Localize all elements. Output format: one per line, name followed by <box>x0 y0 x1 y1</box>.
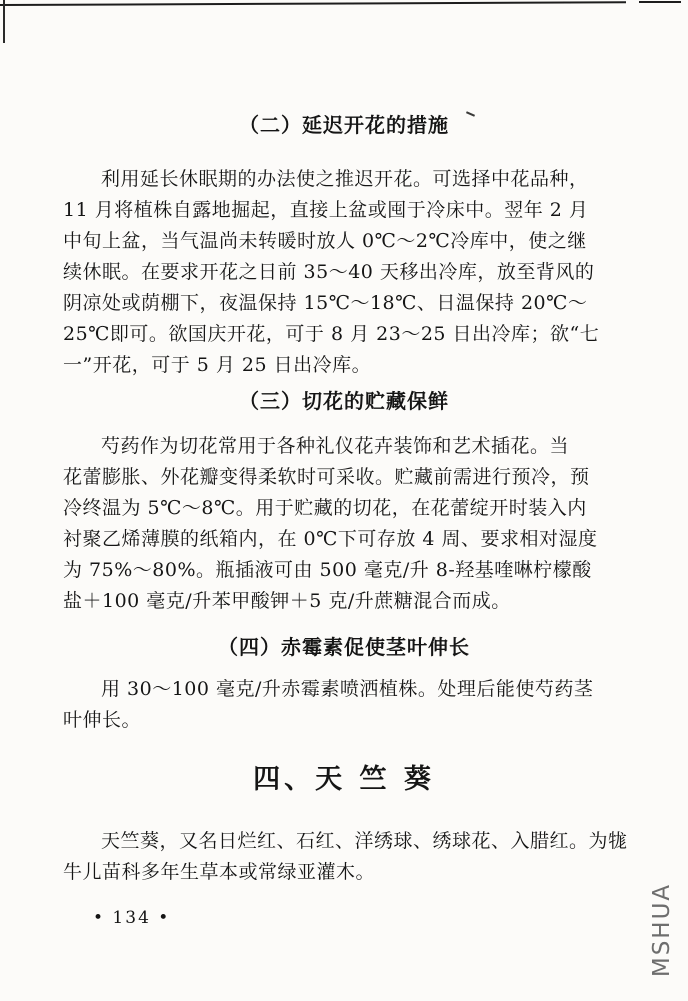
paragraph <box>63 674 625 736</box>
text-line: 天竺葵，又名日烂红、石红、洋绣球、绣球花、入腊红。为牻 <box>101 830 628 852</box>
text-line: 牛儿苗科多年生草本或常绿亚灌木。 <box>63 861 376 883</box>
paragraph <box>63 431 625 617</box>
text-line: 阴凉处或荫棚下，夜温保持 15℃～18℃、日温保持 20℃～ <box>63 292 588 314</box>
page-content <box>63 0 628 928</box>
section-heading: （四）赤霉素促使茎叶伸长 <box>218 635 470 659</box>
text-line: 25℃即可。欲国庆开花，可于 8 月 23～25 日出冷库；欲“七 <box>63 323 600 345</box>
paragraph <box>63 826 628 888</box>
page-number: • 134 • <box>93 908 171 928</box>
text-line: 中旬上盆，当气温尚未转暖时放人 0℃～2℃冷库中，使之继 <box>63 230 587 252</box>
text-line: 利用延长休眠期的办法使之推迟开花。可选择中花品种， <box>101 168 589 190</box>
text-line: 11 月将植株自露地掘起，直接上盆或囤于冷床中。翌年 2 月 <box>63 199 589 221</box>
watermark: MSHUA <box>649 882 675 978</box>
section-heading: （二）延迟开花的措施 <box>239 113 449 137</box>
section-heading: （三）切花的贮藏保鲜 <box>239 389 449 413</box>
text-line: 一”开花，可于 5 月 25 日出冷库。 <box>63 354 372 376</box>
chapter-heading: 四、天 竺 葵 <box>253 764 435 795</box>
scan-artifact-left-line <box>3 0 5 43</box>
text-line: 芍药作为切花常用于各种礼仪花卉装饰和艺术插花。当 <box>101 435 570 457</box>
scan-artifact-top-line-right <box>639 1 681 3</box>
chapter-geranium <box>63 760 628 888</box>
text-line: 用 30～100 毫克/升赤霉素喷洒植株。处理后能使芍药茎 <box>101 678 594 700</box>
text-line: 冷终温为 5℃～8℃。用于贮藏的切花，在花蕾绽开时装入内 <box>63 497 587 519</box>
section-gibberellin <box>63 634 625 736</box>
text-line: 为 75%～80%。瓶插液可由 500 毫克/升 8-羟基喹啉柠檬酸 <box>63 559 592 581</box>
text-line: 续休眠。在要求开花之日前 35～40 天移出冷库，放至背风的 <box>63 261 595 283</box>
paragraph <box>63 164 625 381</box>
text-line: 衬聚乙烯薄膜的纸箱内，在 0℃下可存放 4 周、要求相对湿度 <box>63 528 598 550</box>
text-line: 花蕾膨胀、外花瓣变得柔软时可采收。贮藏前需进行预冷，预 <box>63 466 590 488</box>
section-cutflower-storage <box>63 388 625 617</box>
section-delay-flowering <box>63 112 625 381</box>
text-line: 盐＋100 毫克/升苯甲酸钾＋5 克/升蔗糖混合而成。 <box>63 590 511 612</box>
text-line: 叶伸长。 <box>63 709 142 731</box>
